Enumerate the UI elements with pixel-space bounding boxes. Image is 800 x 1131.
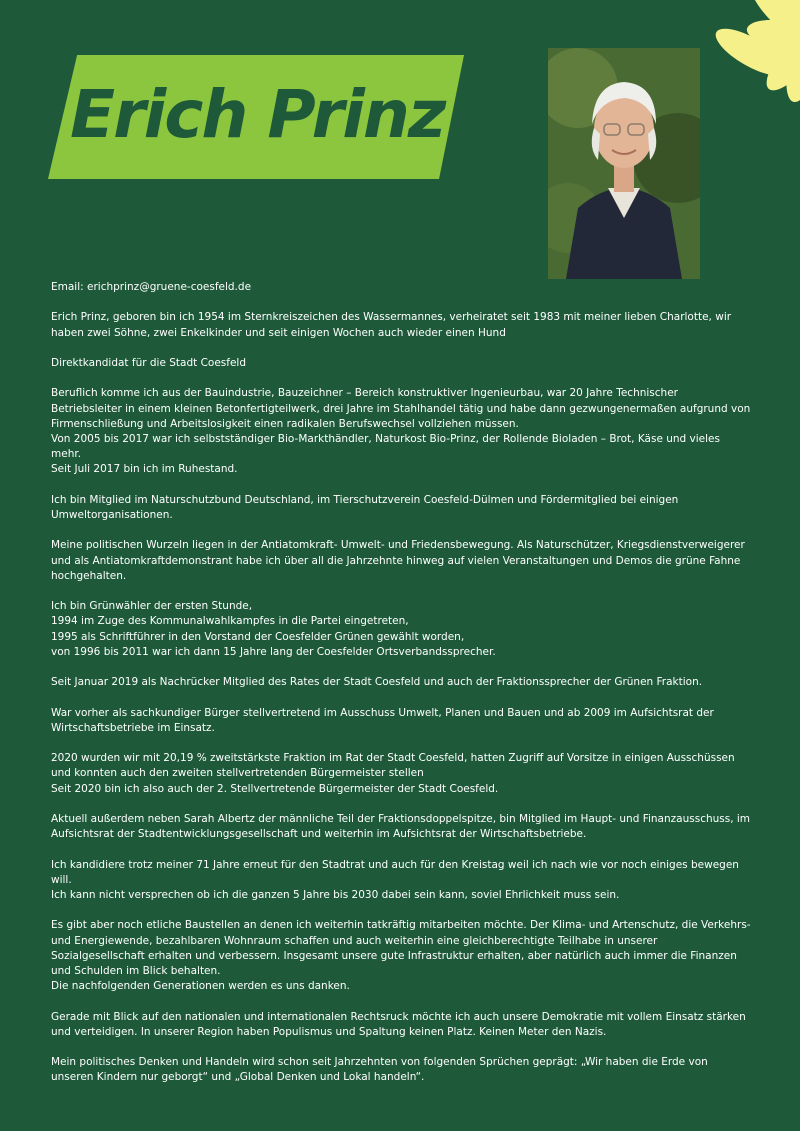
bio-line: 1995 als Schriftführer in den Vorstand der Coesfelder Grünen gewählt worden, xyxy=(51,630,465,643)
page-title: Erich Prinz xyxy=(70,76,445,153)
bio-line: Ich kann nicht versprechen ob ich die ganzen 5 Jahre bis 2030 dabei sein kann, soviel Ehrlichkeit muss sein. xyxy=(51,888,620,901)
bio-line: Ich kandidiere trotz meiner 71 Jahre erneut für den Stadtrat und auch für den Kreistag weil ich nach wie vor noch einiges bewegen will. xyxy=(51,858,739,886)
bio-line: Erich Prinz, geboren bin ich 1954 im Sternkreiszeichen des Wassermannes, verheiratet seit 1983 mit meiner lieben Charlotte, wir haben zwei Söhne, zwei Enkelkinder und seit einigen Wochen auch wieder einen Hund xyxy=(51,311,732,339)
bio-line: Von 2005 bis 2017 war ich selbstständiger Bio-Markthändler, Naturkost Bio-Prinz, der Rollende Bioladen – Brot, Käse und vieles mehr. xyxy=(51,432,720,461)
bio-line: Seit 2020 bin ich also auch der 2. Stellvertretende Bürgermeister der Stadt Coesfeld. xyxy=(51,782,499,795)
bio-paragraph xyxy=(51,538,751,584)
bio-line: Seit Januar 2019 als Nachrücker Mitglied des Rates der Stadt Coesfeld und auch der Fraktionssprecher der Grünen Fraktion. xyxy=(51,676,703,689)
bio-line: 2020 wurden wir mit 20,19 % zweitstärkste Fraktion im Rat der Stadt Coesfeld, hatten Zugriff auf Vorsitze in einigen Ausschüssen und konnten auch den zweiten stellvertretenden Bürgermeister stellen xyxy=(51,752,735,780)
bio-paragraph xyxy=(51,706,751,736)
bio-paragraph xyxy=(51,751,751,797)
bio-line: Mein politisches Denken und Handeln wird schon seit Jahrzehnten von folgenden Sprüchen geprägt: „Wir haben die Erde von unseren Kindern nur geborgt“ und „Global Denken und Lokal handeln“. xyxy=(51,1056,708,1084)
bio-line: Ich bin Mitglied im Naturschutzbund Deutschland, im Tierschutzverein Coesfeld-Dülmen und Fördermitglied bei einigen Umweltorganisationen. xyxy=(51,493,679,521)
bio-line: Es gibt aber noch etliche Baustellen an denen ich weiterhin tatkräftig mitarbeiten möchte. Der Klima- und Artenschutz, die Verkehrs- und Energiewende, bezahlbaren Wohnraum schaffen und auch weiterhin eine gleichberechtigte Teilhabe in unserer Sozialgesellschaft erhalten und verbessern. Insgesamt unsere gute Infrastruktur erhalten, aber natürlich auch immer die Finanzen und Schulden im Blick behalten. xyxy=(51,919,751,977)
bio-line: Direktkandidat für die Stadt Coesfeld xyxy=(51,356,247,369)
bio-line: 1994 im Zuge des Kommunalwahlkampfes in die Partei eingetreten, xyxy=(51,615,409,628)
bio-line: Die nachfolgenden Generationen werden es uns danken. xyxy=(51,980,350,993)
bio-line: von 1996 bis 2011 war ich dann 15 Jahre lang der Coesfelder Ortsverbandssprecher. xyxy=(51,645,496,658)
bio-paragraph xyxy=(51,599,751,660)
bio-paragraph xyxy=(51,918,751,994)
bio-line: Seit Juli 2017 bin ich im Ruhestand. xyxy=(51,463,238,476)
bio-line: Beruflich komme ich aus der Bauindustrie, Bauzeichner – Bereich konstruktiver Ingenieurbau, war 20 Jahre Technischer Betriebsleiter in einem kleinen Betonfertigteilwerk, drei Jahre im Stahlhandel tätig und habe dann gezwungenermaßen aufgrund von Firmenschließung und Arbeitslosigkeit einen radikalen Berufswechsel vollziehen müssen. xyxy=(51,387,751,430)
bio-paragraphs xyxy=(51,310,751,1085)
bio-paragraph xyxy=(51,493,751,523)
bio-line: Ich bin Grünwähler der ersten Stunde, xyxy=(51,600,253,613)
bio-paragraph xyxy=(51,1055,751,1085)
bio-paragraph xyxy=(51,386,751,477)
email-line: Email: erichprinz@gruene-coesfeld.de xyxy=(51,281,252,293)
bio-content xyxy=(51,280,751,1101)
bio-line: Aktuell außerdem neben Sarah Albertz der männliche Teil der Fraktionsdoppelspitze, bin Mitglied im Haupt- und Finanzausschuss, im Aufsichtsrat der Stadtentwicklungsgesellschaft und weiterhin im Aufsichtsrat der Wirtschaftsbetriebe. xyxy=(51,812,751,841)
bio-paragraph xyxy=(51,310,751,340)
bio-line: War vorher als sachkundiger Bürger stellvertretend im Ausschuss Umwelt, Planen und Bauen und ab 2009 im Aufsichtsrat der Wirtschaftsbetriebe im Einsatz. xyxy=(51,706,714,734)
bio-paragraph xyxy=(51,356,751,371)
bio-line: Meine politischen Wurzeln liegen in der Antiatomkraft- Umwelt- und Friedensbewegung. Als Naturschützer, Kriegsdienstverweigerer und als Antiatomkraftdemonstrant habe ich über all die Jahrzehnte hinweg auf vielen Veranstaltungen und Demos die grüne Fahne hochgehalten. xyxy=(51,539,745,582)
bio-paragraph xyxy=(51,858,751,904)
bio-paragraph xyxy=(51,1010,751,1040)
portrait-photo xyxy=(548,48,700,279)
bio-paragraph xyxy=(51,812,751,842)
bio-paragraph xyxy=(51,675,751,690)
bio-line: Gerade mit Blick auf den nationalen und internationalen Rechtsruck möchte ich auch unsere Demokratie mit vollem Einsatz stärken und verteidigen. In unserer Region haben Populismus und Spaltung keinen Platz. Keinen Meter den Nazis. xyxy=(51,1010,746,1038)
